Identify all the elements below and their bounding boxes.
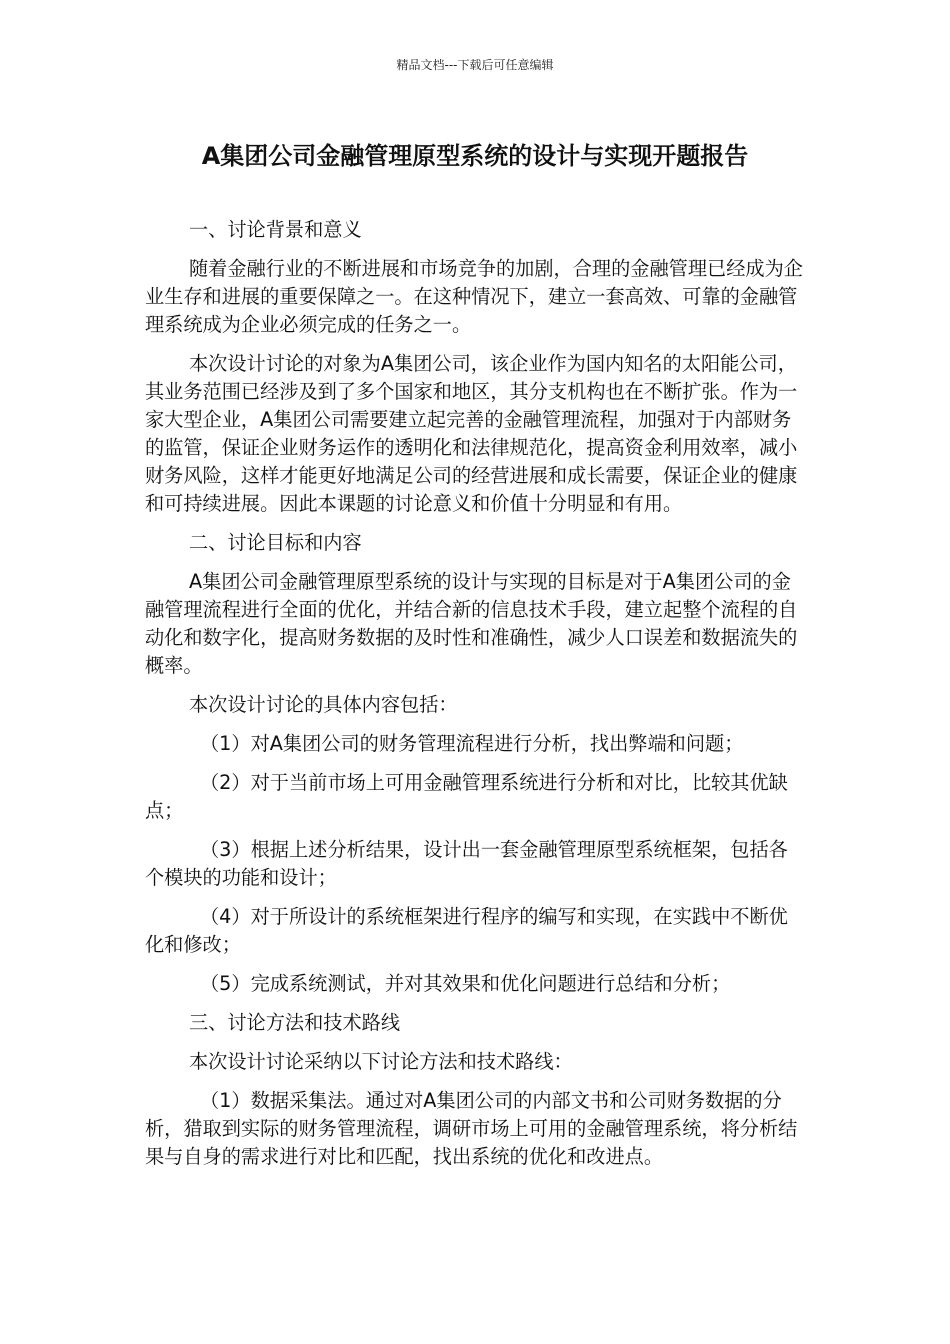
paragraph: 随着金融行业的不断进展和市场竞争的加剧，合理的金融管理已经成为企业生存和进展的重要保障之一。在这种情况下，建立一套高效、可靠的金融管理系统成为企业必须完成的任务之一。	[145, 257, 803, 336]
section-heading-background: 一、讨论背景和意义	[189, 218, 362, 241]
list-item: （2）对于当前市场上可用金融管理系统进行分析和对比，比较其优缺点；	[145, 771, 788, 822]
header-note: 精品文档---下载后可任意编辑	[396, 58, 554, 72]
section-heading-methods: 三、讨论方法和技术路线	[189, 1011, 401, 1034]
document-title: A集团公司金融管理原型系统的设计与实现开题报告	[201, 142, 749, 170]
paragraph: A集团公司金融管理原型系统的设计与实现的目标是对于A集团公司的金融管理流程进行全面的优化，并结合新的信息技术手段，建立起整个流程的自动化和数字化，提高财务数据的及时性和准确性，减少人口误差和数据流失的概率。	[145, 570, 798, 677]
list-item: （3）根据上述分析结果，设计出一套金融管理原型系统框架，包括各个模块的功能和设计；	[145, 838, 788, 889]
list-item: （4）对于所设计的系统框架进行程序的编写和实现，在实践中不断优化和修改；	[145, 905, 788, 956]
paragraph: 本次设计讨论的对象为A集团公司，该企业作为国内知名的太阳能公司，其业务范围已经涉及到了多个国家和地区，其分支机构也在不断扩张。作为一家大型企业，A集团公司需要建立起完善的金融管理流程，加强对于内部财务的监管，保证企业财务运作的透明化和法律规范化，提高资金利用效率，减小财务风险，这样才能更好地满足公司的经营进展和成长需要，保证企业的健康和可持续进展。因此本课题的讨论意义和价值十分明显和有用。	[145, 352, 798, 515]
paragraph: 本次设计讨论采纳以下讨论方法和技术路线：	[189, 1050, 573, 1073]
section-heading-goals: 二、讨论目标和内容	[189, 531, 362, 554]
list-item: （1）数据采集法。通过对A集团公司的内部文书和公司财务数据的分析，猎取到实际的财务管理流程，调研市场上可用的金融管理系统，将分析结果与自身的需求进行对比和匹配，找出系统的优化和改进点。	[145, 1089, 798, 1168]
list-item: （5）完成系统测试，并对其效果和优化问题进行总结和分析；	[200, 972, 731, 995]
paragraph: 本次设计讨论的具体内容包括：	[189, 693, 458, 716]
list-item: （1）对A集团公司的财务管理流程进行分析，找出弊端和问题；	[200, 732, 744, 755]
document-body	[145, 216, 807, 1171]
